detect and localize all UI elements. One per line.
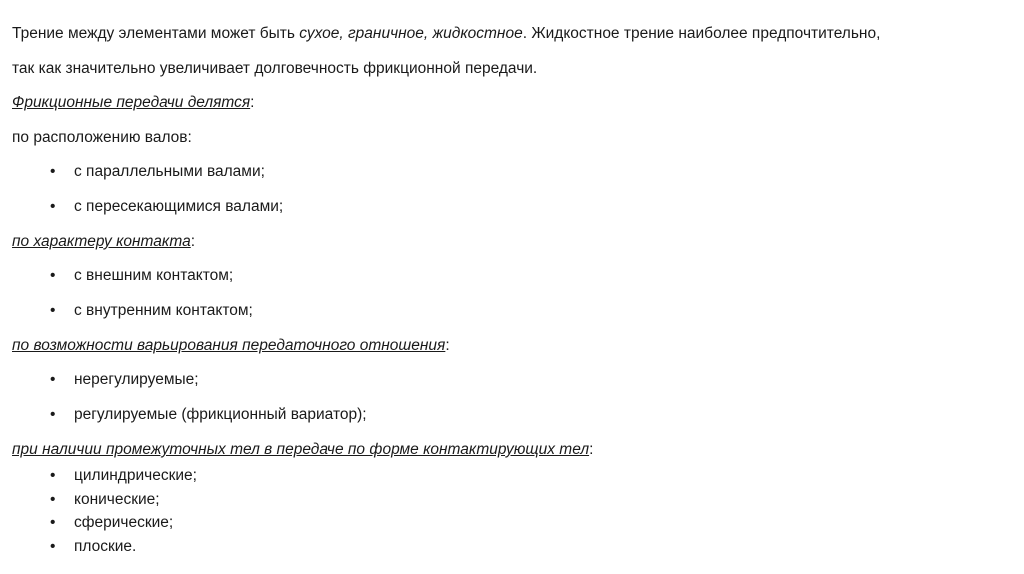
group-title-contact-text: по характеру контакта	[12, 233, 191, 250]
bullet-icon: •	[50, 514, 56, 531]
bullet-icon: •	[50, 163, 56, 180]
list-item-text: с параллельными валами;	[74, 163, 265, 180]
bullet-icon: •	[50, 491, 56, 508]
group-title-ratio-text: по возможности варьирования передаточного отношения	[12, 337, 446, 354]
group-title-colon: :	[445, 337, 450, 354]
bullet-icon: •	[50, 267, 56, 284]
bullet-icon: •	[50, 538, 56, 555]
group-title-shafts: по расположению валов:	[12, 129, 192, 146]
list-item-text: конические;	[74, 491, 160, 508]
list-item-text: сферические;	[74, 514, 174, 531]
bullet-icon: •	[50, 406, 56, 423]
group-title-contact	[12, 232, 195, 252]
list-item-text: с пересекающимися валами;	[74, 198, 284, 215]
list-item-text: с внутренним контактом;	[74, 302, 253, 319]
bullet-icon: •	[50, 302, 56, 319]
bullet-icon: •	[50, 467, 56, 484]
group-title-bodies	[12, 440, 593, 460]
list-item-text: с внешним контактом;	[74, 267, 234, 284]
intro-text-2: . Жидкостное трение наиболее предпочтительно,	[522, 25, 881, 42]
intro-paragraph-line-2: так как значительно увеличивает долговечность фрикционной передачи.	[12, 60, 538, 77]
classification-heading	[12, 93, 254, 113]
bullet-icon: •	[50, 371, 56, 388]
intro-text-1: Трение между элементами может быть	[12, 25, 300, 42]
list-item-text: плоские.	[74, 538, 137, 555]
classification-heading-text: Фрикционные передачи делятся	[12, 94, 251, 111]
classification-heading-colon: :	[250, 94, 255, 111]
group-title-ratio	[12, 336, 450, 356]
group-title-colon: :	[190, 233, 196, 250]
bullet-icon: •	[50, 198, 56, 215]
group-title-bodies-text: при наличии промежуточных тел в передаче по форме контактирующих тел	[12, 441, 590, 458]
intro-paragraph-line-1	[12, 24, 880, 44]
friction-kinds: сухое, граничное, жидкостное	[299, 25, 523, 42]
list-item-text: регулируемые (фрикционный вариатор);	[74, 406, 367, 423]
group-title-colon: :	[589, 441, 594, 458]
list-item-text: нерегулируемые;	[74, 371, 199, 388]
list-item-text: цилиндрические;	[74, 467, 197, 484]
